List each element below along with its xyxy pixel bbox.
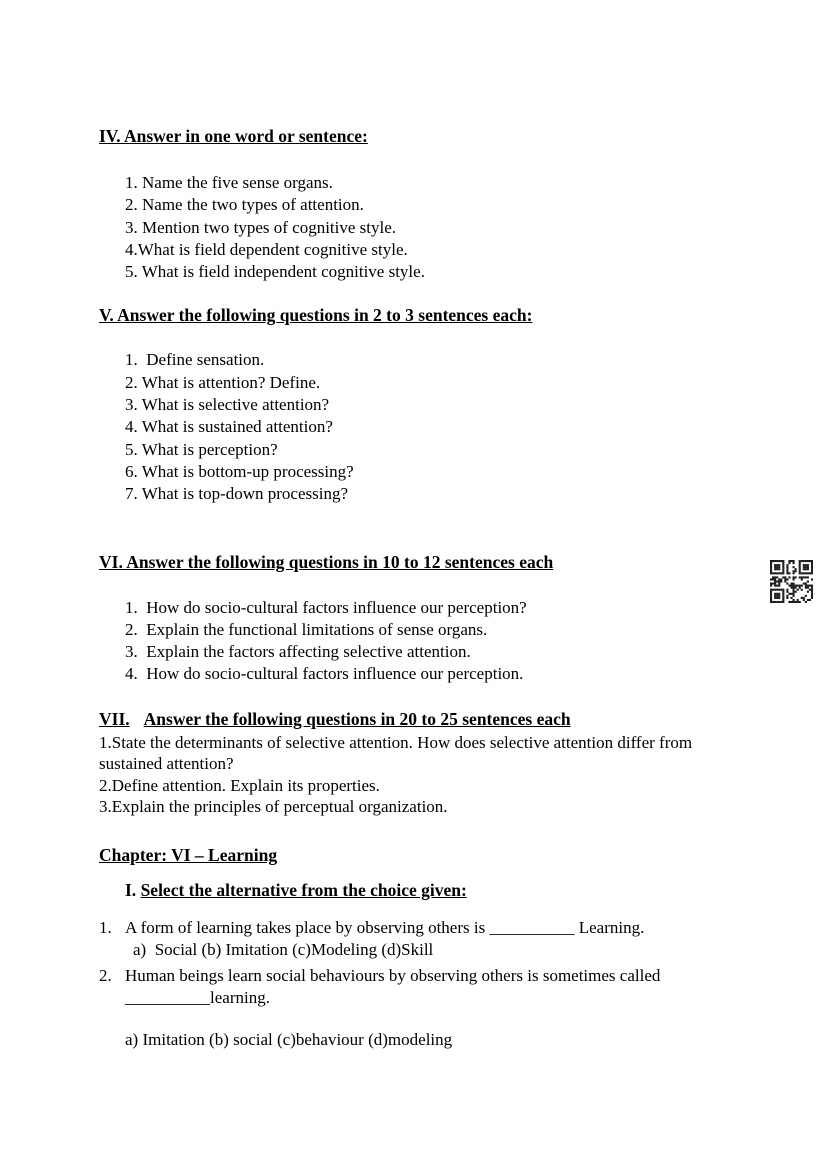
list-item: 1. How do socio-cultural factors influence our perception?: [125, 597, 527, 617]
question-options: a) Imitation (b) social (c)behaviour (d)modeling: [125, 1029, 453, 1049]
chapter-heading: Chapter: VI – Learning: [99, 844, 278, 865]
question-text: Human beings learn social behaviours by observing others is sometimes called __________learning.: [125, 965, 665, 1007]
section-vii-heading-number: VII.: [99, 708, 130, 729]
question-paragraph: 3.Explain the principles of perceptual organization.: [99, 797, 448, 817]
list-item: 1. Define sensation.: [125, 350, 265, 370]
section-v: [99, 305, 728, 505]
question-paragraph: 2.Define attention. Explain its properties.: [99, 775, 380, 795]
section-vii-heading-text: Answer the following questions in 20 to 25 sentences each: [143, 708, 571, 729]
list-item: 3. What is selective attention?: [125, 395, 330, 415]
chapter-subheading: [125, 880, 728, 900]
question-number: 1.: [99, 917, 112, 937]
section-iv-list: [125, 172, 728, 283]
list-item: 4.What is field dependent cognitive style.: [125, 239, 408, 259]
section-vi: [99, 552, 728, 686]
section-vii-heading: [99, 709, 728, 729]
question-options: a) Social (b) Imitation (c)Modeling (d)Skill: [133, 939, 434, 959]
section-v-list: [125, 349, 728, 505]
qr-code-icon: [770, 560, 813, 603]
section-v-heading: V. Answer the following questions in 2 to 3 sentences each:: [99, 305, 533, 326]
list-item: 3. Explain the factors affecting selective attention.: [125, 642, 471, 662]
section-vii: [99, 709, 728, 818]
question-paragraph: 1.State the determinants of selective attention. How does selective attention differ from sustained attention?: [99, 732, 697, 774]
subheading-number: I.: [125, 879, 137, 900]
section-iv: [99, 126, 728, 283]
list-item: 7. What is top-down processing?: [125, 484, 349, 504]
question-text: A form of learning takes place by observing others is __________ Learning.: [125, 917, 645, 937]
qr-code-image: [770, 560, 813, 603]
list-item: 1. Name the five sense organs.: [125, 173, 333, 192]
list-item: 5. What is field independent cognitive style.: [125, 262, 425, 282]
list-item: 2. Explain the functional limitations of sense organs.: [125, 619, 488, 639]
subheading-text: Select the alternative from the choice given:: [140, 879, 467, 900]
section-vi-heading: VI. Answer the following questions in 10 to 12 sentences each: [99, 551, 554, 572]
section-iv-heading: IV. Answer in one word or sentence:: [99, 126, 368, 146]
list-item: 3. Mention two types of cognitive style.: [125, 217, 397, 237]
section-vii-body: [99, 732, 728, 818]
chapter-learning-section: [99, 845, 728, 1051]
mcq-question-1: [99, 917, 728, 939]
list-item: 4. How do socio-cultural factors influence our perception.: [125, 664, 524, 684]
mcq-question-2: [99, 965, 728, 1009]
list-item: 2. Name the two types of attention.: [125, 195, 364, 215]
section-vi-list: [125, 597, 728, 686]
question-number: 2.: [99, 965, 112, 985]
list-item: 2. What is attention? Define.: [125, 372, 321, 392]
list-item: 4. What is sustained attention?: [125, 417, 333, 437]
list-item: 6. What is bottom-up processing?: [125, 461, 354, 481]
list-item: 5. What is perception?: [125, 439, 278, 459]
